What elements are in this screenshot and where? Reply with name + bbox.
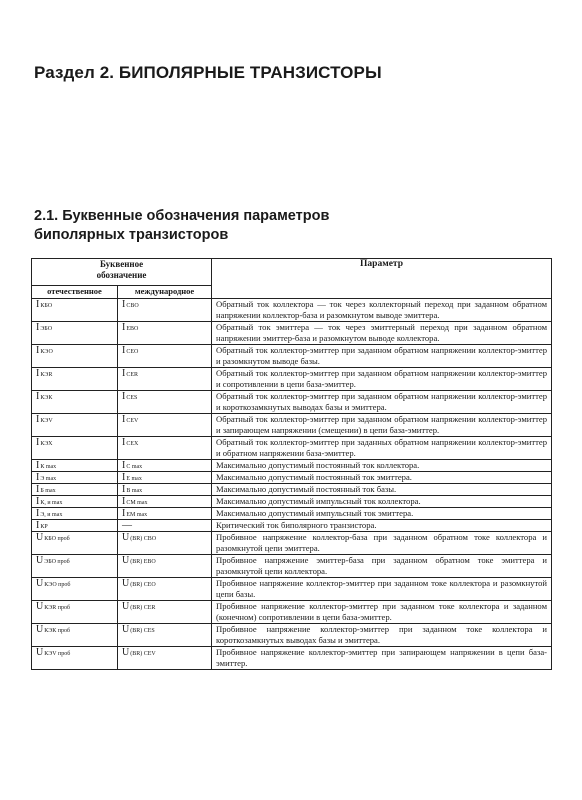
table-row [32,299,552,322]
domestic-symbol [32,496,118,508]
international-symbol [118,345,212,368]
table-row [32,437,552,460]
international-symbol-subscript: B max [126,488,143,494]
domestic-symbol-subscript: КЭR [40,372,53,378]
domestic-symbol [32,437,118,460]
international-symbol-main: U [122,555,130,566]
international-symbol-subscript: C max [126,464,143,470]
domestic-symbol [32,532,118,555]
domestic-symbol [32,508,118,520]
domestic-symbol-subscript: КЭХ [40,441,53,447]
international-symbol-subscript: (BR) CER [130,605,156,611]
table-row [32,391,552,414]
international-symbol [118,647,212,670]
domestic-symbol-subscript: КЭR проб [44,605,71,611]
international-symbol-subscript: (BR) EBO [130,559,156,565]
table-row [32,555,552,578]
chapter-title: Раздел 2. БИПОЛЯРНЫЕ ТРАНЗИСТОРЫ [34,63,382,82]
international-symbol-subscript: (BR) CEV [130,651,156,657]
international-symbol [118,520,212,532]
domestic-symbol [32,391,118,414]
parameter-description: Максимально допустимый импульсный ток эмиттера. [212,508,552,520]
international-symbol [118,496,212,508]
international-symbol-main: U [122,601,130,612]
international-symbol-main: I [122,496,126,507]
domestic-symbol [32,647,118,670]
parameter-description: Обратный ток эмиттера — ток через эмиттерный переход при заданном обратном напряжении эмиттер-база и разомкнутом выводе коллектора. [212,322,552,345]
international-symbol-subscript: CEO [126,349,139,355]
section-title-line-2: биполярных транзисторов [34,227,229,243]
parameter-description: Критический ток биполярного транзистора. [212,520,552,532]
parameters-table [31,258,552,670]
domestic-symbol [32,484,118,496]
table-row [32,414,552,437]
domestic-symbol [32,345,118,368]
table-row [32,484,552,496]
domestic-symbol-main: U [36,555,44,566]
domestic-symbol-main: I [36,496,40,507]
parameter-description: Пробивное напряжение коллектор-эмиттер при заданном токе коллектора и короткозамкнутых выводах базы и эмиттера. [212,624,552,647]
domestic-symbol [32,601,118,624]
parameter-description: Пробивное напряжение коллектор-эмиттер при запирающем напряжении в цепи база-эмиттер. [212,647,552,670]
international-symbol-main: I [122,437,126,448]
domestic-symbol-main: I [36,391,40,402]
domestic-symbol-main: U [36,624,44,635]
domestic-symbol-main: I [36,368,40,379]
international-symbol [118,472,212,484]
international-symbol-subscript: CES [126,395,138,401]
international-symbol [118,437,212,460]
domestic-symbol-main: U [36,601,44,612]
international-symbol-subscript: CM max [126,500,148,506]
domestic-symbol-subscript: КЭV [40,418,53,424]
parameter-description: Максимально допустимый постоянный ток эмиттера. [212,472,552,484]
parameter-description: Обратный ток коллектор-эмиттер при заданных обратном напряжении коллектор-эмиттер и обратном напряжении база-эмиттер. [212,437,552,460]
parameter-description: Обратный ток коллектор-эмиттер при заданном обратном напряжении коллектор-эмиттер и запирающем напряжении (смещении) в цепи база-эмиттер. [212,414,552,437]
domestic-symbol [32,299,118,322]
parameter-description: Пробивное напряжение эмиттер-база при заданном обратном токе эмиттера и разомкнутой цепи коллектора. [212,555,552,578]
international-symbol-main: U [122,532,130,543]
domestic-symbol-subscript: КЭК [40,395,53,401]
section-title-line-1: 2.1. Буквенные обозначения параметров [34,208,330,224]
domestic-symbol-subscript: КЭО [40,349,53,355]
domestic-symbol-main: I [36,520,40,531]
domestic-symbol-subscript: КР [40,524,48,530]
table-row [32,472,552,484]
table-row [32,520,552,532]
domestic-symbol-main: I [36,345,40,356]
international-symbol-main: I [122,472,126,483]
international-symbol-main: U [122,578,130,589]
parameter-description: Максимально допустимый постоянный ток базы. [212,484,552,496]
international-symbol-subscript: CBO [126,303,139,309]
international-symbol-main: U [122,624,130,635]
domestic-symbol-main: I [36,414,40,425]
international-symbol [118,555,212,578]
international-symbol [118,624,212,647]
international-symbol-main: I [122,299,126,310]
table-row [32,647,552,670]
domestic-symbol-subscript: КЭК проб [44,628,71,634]
symbol-group-header-line-2: обозначение [96,270,147,280]
symbol-group-header [32,259,212,286]
domestic-symbol [32,472,118,484]
parameter-description: Пробивное напряжение коллектор-эмиттер при заданном токе коллектора и заданном (конечном) сопротивлении в цепи база-эмиттер. [212,601,552,624]
domestic-symbol-subscript: Б max [40,488,56,494]
international-symbol [118,508,212,520]
domestic-symbol-subscript: К, и max [40,500,63,506]
international-symbol-subscript: EM max [126,512,148,518]
symbol-group-header-line-1: Буквенное [99,259,144,269]
international-symbol-main: I [122,391,126,402]
international-symbol-main: I [122,508,126,519]
international-symbol [118,414,212,437]
domestic-column-header: отечественное [32,286,118,299]
domestic-symbol [32,368,118,391]
table-row [32,508,552,520]
international-symbol-main: I [122,322,126,333]
table-row [32,460,552,472]
domestic-symbol-subscript: Э max [40,476,57,482]
international-symbol-subscript: CEX [126,441,139,447]
domestic-symbol-subscript: ЭБО [40,326,53,332]
domestic-symbol-subscript: КЭV проб [44,651,71,657]
section-title [34,207,329,245]
international-symbol-main: I [122,460,126,471]
domestic-symbol-main: I [36,460,40,471]
international-symbol-main: I [122,414,126,425]
international-symbol [118,322,212,345]
domestic-symbol-main: U [36,647,44,658]
parameter-description: Максимально допустимый импульсный ток коллектора. [212,496,552,508]
domestic-symbol-main: U [36,532,44,543]
domestic-symbol-main: U [36,578,44,589]
international-symbol [118,578,212,601]
international-symbol [118,368,212,391]
international-symbol-subscript: (BR) CES [130,628,155,634]
international-symbol-subscript: CER [126,372,139,378]
domestic-symbol-main: I [36,322,40,333]
table-row [32,496,552,508]
parameter-description: Обратный ток коллектор-эмиттер при заданном обратном напряжении коллектор-эмиттер и разомкнутом выводе базы. [212,345,552,368]
table-row [32,345,552,368]
domestic-symbol [32,520,118,532]
parameter-header: Параметр [212,259,552,299]
international-symbol [118,460,212,472]
international-symbol-subscript: EBO [126,326,139,332]
international-symbol [118,601,212,624]
international-symbol [118,391,212,414]
parameter-description: Пробивное напряжение коллектор-эмиттер при заданном токе коллектора и разомкнутой цепи базы. [212,578,552,601]
domestic-symbol-subscript: Э, и max [40,512,63,518]
table-row [32,624,552,647]
table-row [32,578,552,601]
table-row [32,322,552,345]
domestic-symbol-main: I [36,299,40,310]
domestic-symbol-main: I [36,437,40,448]
table-row [32,601,552,624]
international-symbol [118,299,212,322]
international-symbol-subscript: (BR) CEO [130,582,156,588]
international-symbol-subscript: E max [126,476,142,482]
domestic-symbol-subscript: КБО проб [44,536,70,542]
domestic-symbol-main: I [36,508,40,519]
parameter-description: Пробивное напряжение коллектор-база при заданном обратном токе коллектора и разомкнутой цепи эмиттера. [212,532,552,555]
international-column-header: международное [118,286,212,299]
table-row [32,368,552,391]
parameter-description: Обратный ток коллектора — ток через коллекторный переход при заданном обратном напряжении коллектор-база и разомкнутом выводе эмиттера. [212,299,552,322]
international-symbol-main: I [122,484,126,495]
international-symbol-subscript: CEV [126,418,139,424]
table-row [32,532,552,555]
domestic-symbol-main: I [36,472,40,483]
parameter-description: Обратный ток коллектор-эмиттер при заданном обратном напряжении коллектор-эмиттер и сопротивлении в цепи база-эмиттер. [212,368,552,391]
domestic-symbol-subscript: ЭБО проб [44,559,70,565]
table-body [32,299,552,670]
domestic-symbol [32,578,118,601]
domestic-symbol [32,555,118,578]
domestic-symbol [32,460,118,472]
domestic-symbol-subscript: К max [40,464,57,470]
international-symbol-main: — [122,520,132,531]
international-symbol-main: I [122,345,126,356]
international-symbol [118,484,212,496]
parameter-description: Максимально допустимый постоянный ток коллектора. [212,460,552,472]
international-symbol-main: I [122,368,126,379]
international-symbol-main: U [122,647,130,658]
international-symbol-subscript: (BR) CBO [130,536,157,542]
domestic-symbol [32,624,118,647]
domestic-symbol-subscript: КЭО проб [44,582,71,588]
domestic-symbol [32,414,118,437]
domestic-symbol-main: I [36,484,40,495]
international-symbol [118,532,212,555]
domestic-symbol [32,322,118,345]
parameter-description: Обратный ток коллектор-эмиттер при заданном обратном напряжении коллектор-эмиттер и короткозамкнутых выводах базы и эмиттера. [212,391,552,414]
domestic-symbol-subscript: КБО [40,303,53,309]
